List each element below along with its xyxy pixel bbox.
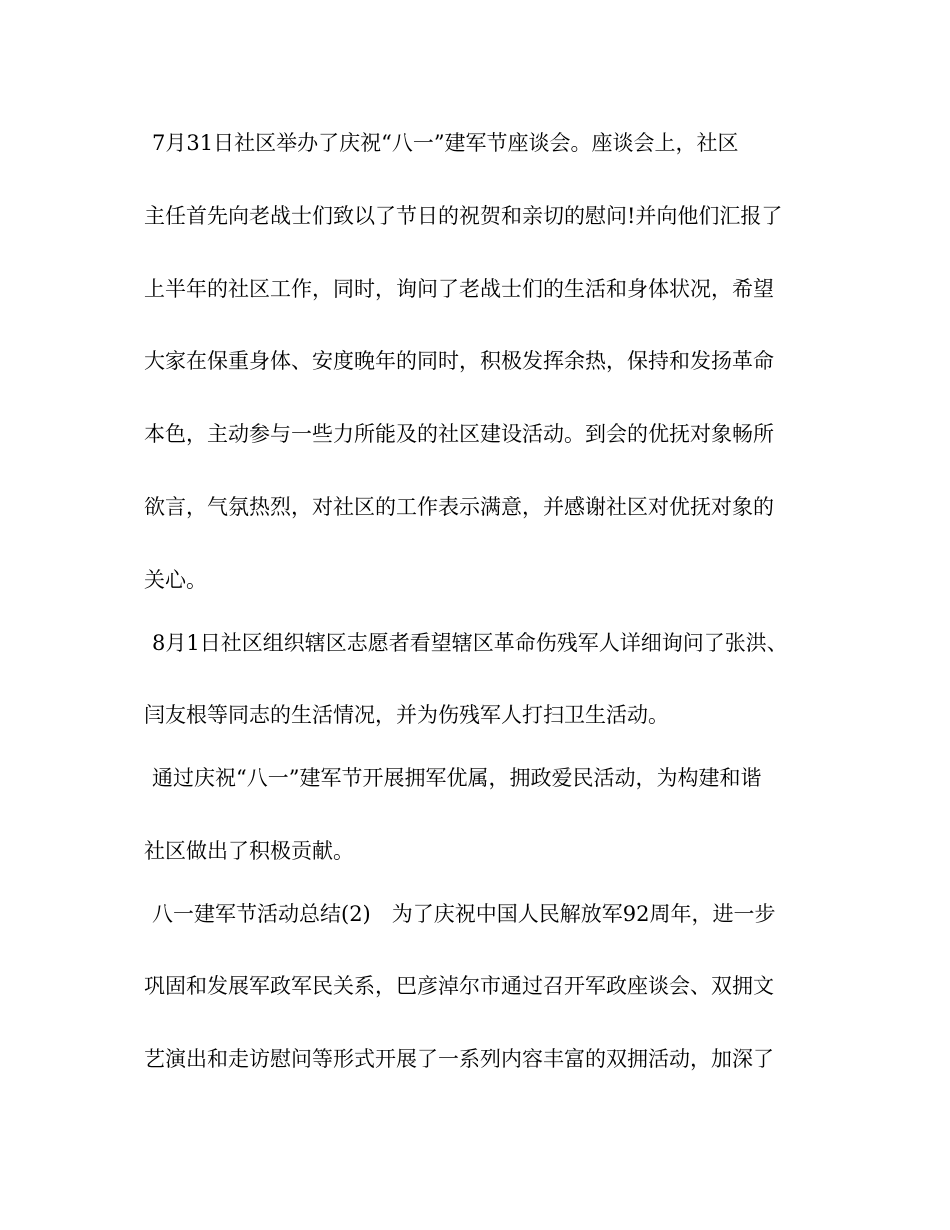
text-line: 通过庆祝“八一”建军节开展拥军优属，拥政爱民活动，为构建和谐: [152, 766, 762, 790]
text-line: 八一建军节活动总结(2) 为了庆祝中国人民解放军92周年，进一步: [152, 902, 776, 926]
text-line: 本色，主动参与一些力所能及的社区建设活动。到会的优抚对象畅所: [144, 422, 774, 446]
text-line: 欲言，气氛热烈，对社区的工作表示满意，并感谢社区对优抚对象的: [144, 495, 774, 519]
text-line: 8月1日社区组织辖区志愿者看望辖区革命伤残军人详细询问了张洪、: [152, 631, 788, 655]
text-line: 主任首先向老战士们致以了节日的祝贺和亲切的慰问!并向他们汇报了: [144, 204, 783, 228]
text-line: 关心。: [144, 568, 207, 592]
text-line: 巩固和发展军政军民关系，巴彦淖尔市通过召开军政座谈会、双拥文: [144, 974, 774, 998]
text-line: 社区做出了积极贡献。: [144, 839, 354, 863]
text-line: 大家在保重身体、安度晚年的同时，积极发挥余热，保持和发扬革命: [144, 349, 774, 373]
text-line: 上半年的社区工作，同时，询问了老战士们的生活和身体状况，希望: [144, 277, 774, 301]
text-line: 闫友根等同志的生活情况，并为伤残军人打扫卫生活动。: [144, 703, 669, 727]
text-line: 7月31日社区举办了庆祝“八一”建军节座谈会。座谈会上，社区: [152, 131, 739, 155]
text-line: 艺演出和走访慰问等形式开展了一系列内容丰富的双拥活动，加深了: [144, 1047, 774, 1071]
